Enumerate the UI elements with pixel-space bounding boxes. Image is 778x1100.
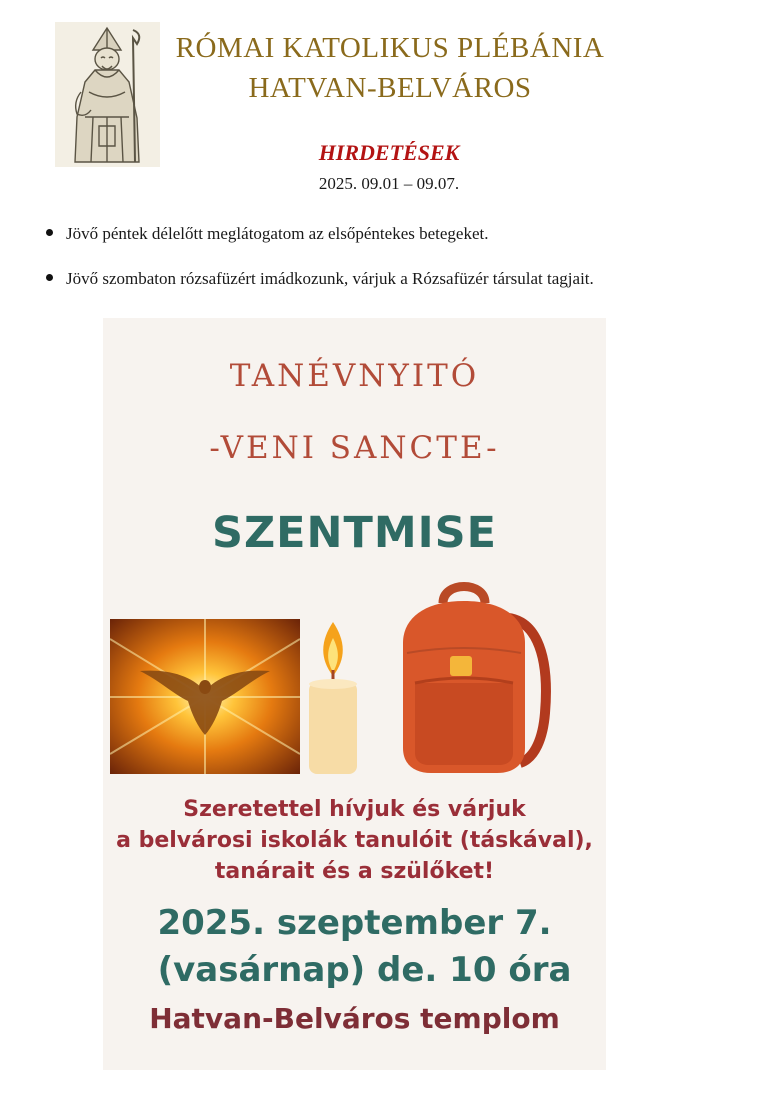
announcement-date-range: 2025. 09.01 – 09.07. (318, 174, 460, 193)
parish-name-line1: RÓMAI KATOLIKUS PLÉBÁNIA (175, 32, 605, 64)
poster-time: (vasárnap) de. 10 óra (157, 950, 572, 990)
list-item (46, 224, 766, 244)
poster-location: Hatvan-Belváros templom (149, 1002, 560, 1035)
list-item-text: Jövő szombaton rózsafüzért imádkozunk, várjuk a Rózsafüzér társulat tagjait. (66, 269, 594, 288)
event-poster (103, 318, 606, 1070)
poster-invitation (103, 794, 606, 887)
poster-title-szentmise: SZENTMISE (212, 508, 497, 558)
poster-title-veni-sancte: -VENI SANCTE- (209, 430, 500, 466)
poster-invitation-line: a belvárosi iskolák tanulóit (táskával), (116, 828, 593, 853)
backpack-icon (385, 573, 557, 778)
candle-icon (303, 618, 363, 776)
announcement-list (46, 224, 766, 314)
bullet-icon (46, 229, 53, 236)
poster-invitation-line: tanárait és a szülőket! (214, 859, 495, 884)
holy-spirit-dove-icon (110, 619, 300, 774)
announcements-title: HIRDETÉSEK (318, 140, 460, 165)
poster-invitation-line: Szeretettel hívjuk és várjuk (183, 797, 526, 822)
poster-date: 2025. szeptember 7. (157, 903, 552, 943)
list-item (46, 269, 766, 289)
bullet-icon (46, 274, 53, 281)
list-item-text: Jövő péntek délelőtt meglátogatom az elsőpéntekes betegeket. (66, 224, 489, 243)
parish-name-line2: HATVAN-BELVÁROS (248, 72, 532, 104)
poster-title-tanevnyito: TANÉVNYITÓ (229, 358, 480, 394)
